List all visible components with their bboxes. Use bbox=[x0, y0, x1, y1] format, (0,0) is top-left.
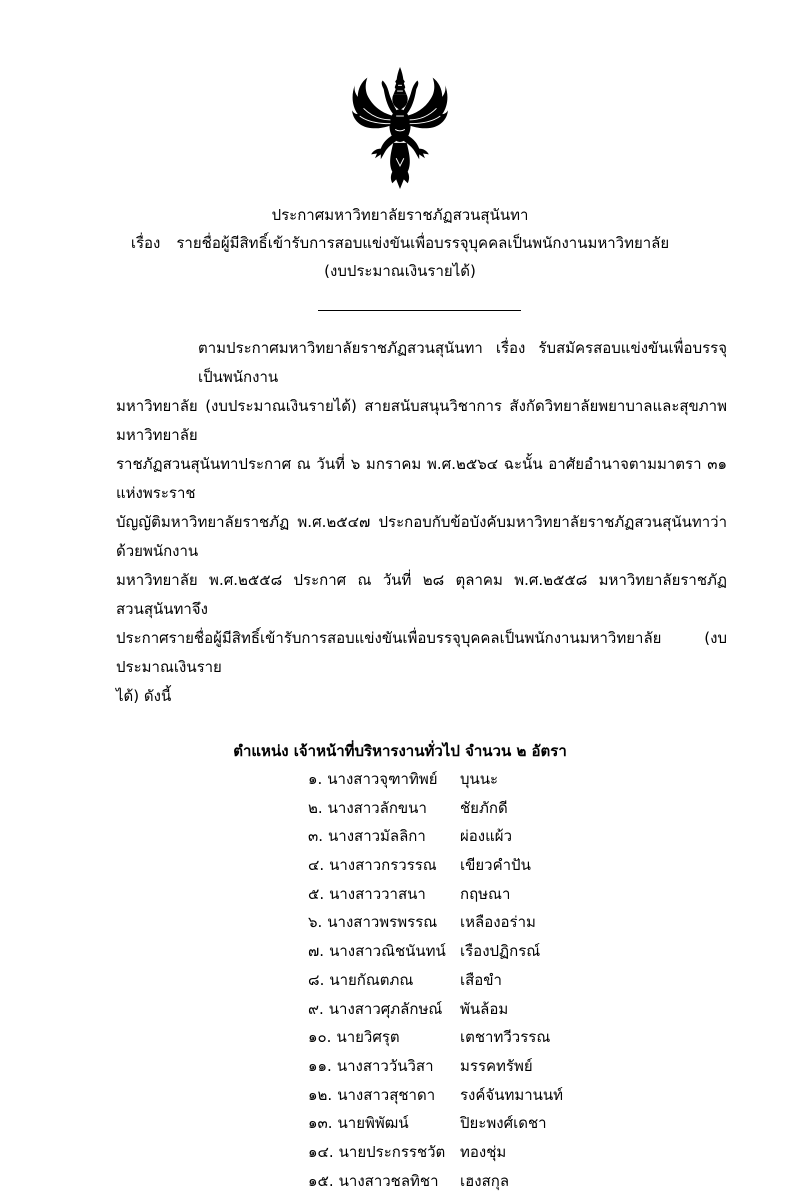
header-divider bbox=[318, 310, 521, 311]
subject-text: รายชื่อผู้มีสิทธิ์เข้ารับการสอบแข่งขันเพื่อบรรจุบุคคลเป็นพนักงานมหาวิทยาลัย bbox=[176, 234, 670, 252]
candidate-first-name: นางสาวศุภลักษณ์ bbox=[328, 999, 443, 1018]
candidate-row bbox=[308, 765, 800, 794]
candidate-last-name: เรืองปฏิกรณ์ bbox=[460, 942, 541, 961]
body-line: มหาวิทยาลัย พ.ศ.๒๕๕๘ ประกาศ ณ วันที่ ๒๘ ตุลาคม พ.ศ.๒๕๕๘ มหาวิทยาลัยราชภัฏสวนสุนันทาจึง bbox=[116, 571, 727, 618]
candidate-number: ๑๕. bbox=[308, 1171, 334, 1190]
candidate-first-name: นายพิพัฒน์ bbox=[337, 1114, 409, 1133]
candidate-row bbox=[308, 1081, 800, 1110]
candidate-first-name: นางสาวลักขนา bbox=[327, 798, 427, 817]
body-line: บัญญัติมหาวิทยาลัยราชภัฏ พ.ศ.๒๕๔๗ ประกอบกับข้อบังคับมหาวิทยาลัยราชภัฏสวนสุนันทาว่าด้วยพนักงาน bbox=[116, 513, 727, 560]
candidate-number: ๓. bbox=[308, 827, 324, 846]
body-line: มหาวิทยาลัย (งบประมาณเงินรายได้) สายสนับสนุนวิชาการ สังกัดวิทยาลัยพยาบาลและสุขภาพ มหาวิทยาลัย bbox=[116, 397, 727, 444]
announcement-body bbox=[116, 334, 727, 711]
candidate-last-name: เหลืองอร่าม bbox=[460, 913, 536, 932]
candidate-number: ๔. bbox=[308, 856, 325, 875]
candidate-row bbox=[308, 937, 800, 966]
candidate-row bbox=[308, 908, 800, 937]
candidate-last-name: กฤษณา bbox=[460, 884, 511, 903]
body-line: ได้) ดังนี้ bbox=[116, 687, 172, 705]
candidate-last-name: ชัยภักดี bbox=[460, 798, 508, 817]
candidate-last-name: เสือขำ bbox=[460, 970, 502, 989]
position-heading: ตำแหน่ง เจ้าหน้าที่บริหารงานทั่วไป จำนวน ๒ อัตรา bbox=[233, 742, 567, 760]
candidate-number: ๑๒. bbox=[308, 1085, 333, 1104]
candidate-row bbox=[308, 1138, 800, 1167]
candidate-first-name: นางสาวสุชาดา bbox=[337, 1085, 436, 1104]
candidate-row bbox=[308, 822, 800, 851]
candidate-first-name: นางสาวพรพรรณ bbox=[327, 913, 438, 932]
candidate-first-name: นางสาวกรวรรณ bbox=[329, 856, 437, 875]
candidate-last-name: เตชาทวีวรรณ bbox=[460, 1028, 551, 1047]
candidate-first-name: นายกัณตภณ bbox=[329, 970, 414, 989]
candidate-first-name: นางสาวมัลลิกา bbox=[328, 827, 426, 846]
candidate-last-name: เขียวคำปัน bbox=[460, 856, 531, 875]
candidate-number: ๗. bbox=[308, 942, 325, 961]
candidate-number: ๑. bbox=[308, 770, 323, 788]
body-line: ประกาศรายชื่อผู้มีสิทธิ์เข้ารับการสอบแข่งขันเพื่อบรรจุบุคคลเป็นพนักงานมหาวิทยาลัย (งบประมาณเงินราย bbox=[116, 629, 727, 676]
candidate-row bbox=[308, 880, 800, 909]
candidate-row bbox=[308, 1167, 800, 1196]
candidate-row bbox=[308, 794, 800, 823]
candidate-row bbox=[308, 966, 800, 995]
candidate-last-name: รงค์จันทมานนท์ bbox=[460, 1085, 564, 1104]
candidate-number: ๙. bbox=[308, 999, 324, 1018]
candidate-last-name: พันล้อม bbox=[460, 999, 509, 1018]
candidate-first-name: นางสาวจุฑาทิพย์ bbox=[327, 770, 438, 788]
candidate-last-name: ปิยะพงศ์เดชา bbox=[460, 1114, 547, 1133]
candidate-first-name: นางสาววันวิสา bbox=[336, 1056, 434, 1075]
candidate-first-name: นางสาวชลทิชา bbox=[338, 1171, 439, 1190]
candidate-row bbox=[308, 1052, 800, 1081]
announcement-page bbox=[0, 66, 800, 1198]
announcement-title: ประกาศมหาวิทยาลัยราชภัฏสวนสุนันทา bbox=[271, 206, 529, 224]
candidate-number: ๖. bbox=[308, 913, 323, 932]
candidate-last-name: มรรคทรัพย์ bbox=[460, 1056, 533, 1075]
candidate-number: ๒. bbox=[308, 798, 323, 817]
candidate-first-name: นายประกรรชวัต bbox=[338, 1142, 446, 1161]
candidate-last-name: เฮงสกุล bbox=[460, 1171, 510, 1190]
candidate-row bbox=[308, 1109, 800, 1138]
body-line: ราชภัฏสวนสุนันทาประกาศ ณ วันที่ ๖ มกราคม พ.ศ.๒๕๖๔ ฉะนั้น อาศัยอำนาจตามมาตรา ๓๑ แห่งพระราช bbox=[116, 455, 727, 502]
candidate-first-name: นายวิศรุต bbox=[336, 1028, 400, 1047]
candidate-last-name: ทองชุ่ม bbox=[460, 1142, 507, 1161]
candidate-row bbox=[308, 995, 800, 1024]
candidate-number: ๑๑. bbox=[308, 1056, 332, 1075]
candidate-last-name: ผ่องแผ้ว bbox=[460, 827, 513, 846]
candidate-number: ๑๐. bbox=[308, 1028, 332, 1047]
candidate-number: ๑๓. bbox=[308, 1114, 333, 1133]
subject-note: (งบประมาณเงินรายได้) bbox=[324, 262, 476, 280]
subject-label: เรื่อง bbox=[130, 234, 161, 252]
candidate-list bbox=[0, 765, 800, 1195]
candidate-row bbox=[308, 851, 800, 880]
candidate-first-name: นางสาวณิชนันทน์ bbox=[329, 942, 446, 961]
candidate-number: ๕. bbox=[308, 884, 325, 903]
candidate-last-name: บุนนะ bbox=[460, 770, 499, 788]
candidate-number: ๘. bbox=[308, 970, 325, 989]
announcement-header bbox=[0, 201, 800, 285]
candidate-row bbox=[308, 1023, 800, 1052]
candidate-number: ๑๔. bbox=[308, 1142, 334, 1161]
body-line: ตามประกาศมหาวิทยาลัยราชภัฏสวนสุนันทา เรื่อง รับสมัครสอบแข่งขันเพื่อบรรจุเป็นพนักงาน bbox=[198, 339, 727, 386]
garuda-emblem-icon bbox=[352, 66, 448, 191]
candidate-first-name: นางสาววาสนา bbox=[329, 884, 426, 903]
announcement-subject-line bbox=[0, 229, 800, 257]
